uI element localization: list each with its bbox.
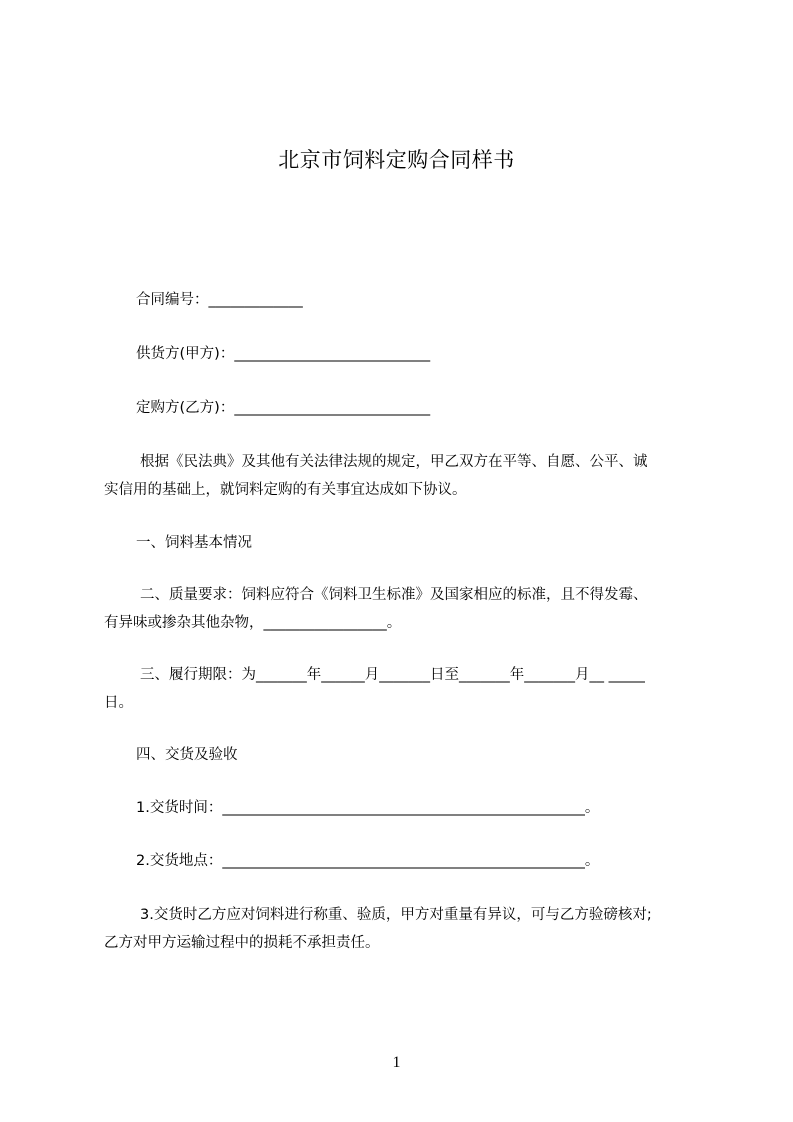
section-3-line-1: 三、履行期限：为_______年______月_______日至_______年_______月__ _____ — [140, 667, 645, 683]
delivery-location-field: 2.交货地点：__________________________________________________。 — [136, 853, 600, 869]
section-4-heading: 四、交货及验收 — [136, 747, 238, 763]
buyer-field: 定购方(乙方)：___________________________ — [136, 400, 431, 416]
section-2-line-1: 二、质量要求：饲料应符合《饲料卫生标准》及国家相应的标准，且不得发霉、 — [140, 587, 648, 603]
section-2-line-2: 有异味或掺杂其他杂物，_________________。 — [104, 615, 402, 631]
delivery-time-field: 1.交货时间：__________________________________________________。 — [136, 800, 600, 816]
preamble-line-1: 根据《民法典》及其他有关法律法规的规定，甲乙双方在平等、自愿、公平、诚 — [140, 454, 648, 470]
item-3-line-2: 乙方对甲方运输过程中的损耗不承担责任。 — [104, 935, 380, 951]
supplier-field: 供货方(甲方)：___________________________ — [136, 346, 431, 362]
section-1-heading: 一、饲料基本情况 — [136, 535, 252, 551]
page-number: 1 — [392, 1054, 401, 1071]
preamble-line-2: 实信用的基础上，就饲料定购的有关事宜达成如下协议。 — [104, 482, 467, 498]
contract-number-field: 合同编号：_____________ — [136, 292, 303, 308]
item-3-line-1: 3.交货时乙方应对饲料进行称重、验质，甲方对重量有异议，可与乙方验磅核对; — [140, 907, 652, 923]
section-3-line-2: 日。 — [104, 695, 133, 711]
document-title: 北京市饲料定购合同样书 — [278, 148, 515, 172]
